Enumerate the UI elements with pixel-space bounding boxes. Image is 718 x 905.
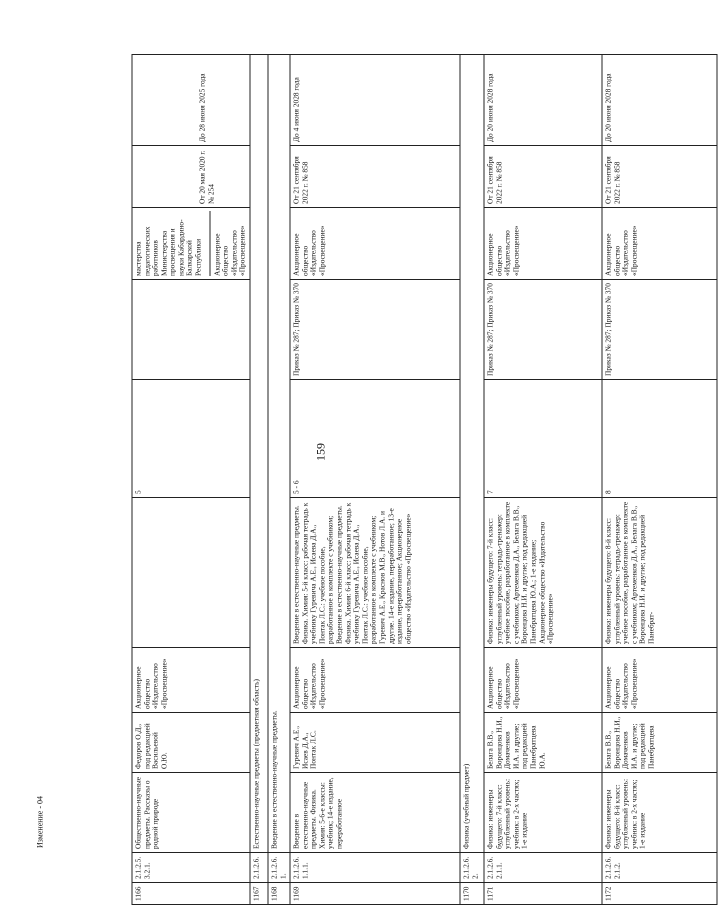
row-authors: Белага В.В., Воронцова Н.И., Домаченков И.А. и другие; под редакцией Панебратцева Ю.А. (484, 713, 602, 773)
row-code: 2.1.2.6.1. (268, 853, 290, 883)
row-publisher: Акционерное общество «Издательство «Просвещение» (290, 648, 460, 713)
row-code: 2.1.2.6. (250, 853, 268, 883)
row-number: 1170 (460, 883, 484, 905)
row-number: 1167 (250, 883, 268, 905)
footer-note: Изменение - 04 (35, 795, 45, 849)
table-row (484, 55, 602, 905)
row-publisher: Акционерное общество «Издательство «Просвещение» (132, 648, 250, 713)
row-number: 1169 (290, 883, 460, 905)
row-number: 1166 (132, 883, 250, 905)
org-publisher: Акционерное общество «Издательство «Просвещение» (209, 211, 247, 276)
row-code: 2.1.2.5.3.2.1. (132, 853, 250, 883)
row-authors: Федоров О.Д., под редакцией Васильевой О.Ю. (132, 713, 250, 773)
table-row (250, 55, 268, 905)
row-grades: 8 (602, 380, 717, 498)
table-row (602, 55, 717, 905)
row-until: До 4 июня 2028 года (290, 55, 460, 146)
row-code: 2.1.2.6.2.1.2. (602, 853, 717, 883)
row-inclusion: От 21 сентября 2022 г. № 858 (484, 146, 602, 208)
row-order (132, 280, 250, 380)
row-until: До 20 июня 2028 года (484, 55, 602, 146)
row-inclusion: От 21 сентября 2022 г. № 858 (602, 146, 717, 208)
row-grades: 7 (484, 380, 602, 498)
row-organization: Акционерное общество «Издательство «Просвещение» (602, 208, 717, 280)
row-number: 1168 (268, 883, 290, 905)
row-organization (132, 208, 250, 280)
row-title: Физика: инженеры будущего: 8-й класс: углубленный уровень: учебник: в 2-х частях; 1-е издание (602, 773, 717, 853)
until-date: До 28 июня 2025 года (197, 73, 207, 142)
row-grades: 5 - 6 (290, 380, 460, 498)
table-row (268, 55, 290, 905)
section-title: Естественно-научные предметы (предметная область) (250, 55, 268, 853)
row-order: Приказ № 287; Приказ № 370 (602, 280, 717, 380)
textbook-table (132, 54, 718, 905)
row-authors: Гуревич А.Е., Исаев Д.А., Понтак Л.С. (290, 713, 460, 773)
row-publisher: Акционерное общество «Издательство «Просвещение» (602, 648, 717, 713)
table-row (132, 55, 250, 905)
row-order: Приказ № 287; Приказ № 370 (484, 280, 602, 380)
row-publisher: Акционерное общество «Издательство «Просвещение» (484, 648, 602, 713)
row-inclusion (132, 146, 250, 208)
row-components: Введение в естественно-научные предметы. Физика. Химия: 5-й класс: рабочая тетрадь к учебнику Гуревича А.Е., Исаева Д.А., Понтак Л.С.: учебное пособие, разработанное в комплекте с учебником; Введение в естественно-научные предметы. Физика. Химия: 6-й класс: рабочая тетрадь к учебнику Гуревича А.Е., Исаева Д.А., Понтак Л.С.: учебное пособие, разработанное в комплекте с учебником; Гуревич А.Е., Краснов М.В., Нотов Л.А. и другие. 14-е издание, переработанное; 13-е издание, переработанное; Акционерное общество «Издательство «Просвещение» (290, 498, 460, 648)
row-title: Физика: инженеры будущего: 7-й класс: углубленный уровень: учебник: в 2-х частях; 1-е издание (484, 773, 602, 853)
row-inclusion: От 21 сентября 2022 г. № 858 (290, 146, 460, 208)
row-components: Физика: инженеры будущего: 7-й класс: углубленный уровень: тетрадь-тренажер: учебное пособие, разработанное в комплекте с учебником; Артеменков Д.А., Белага В.В., Воронцова Н.И. и другие; под редакцией Панебратцева Ю.А.; 1-е издание; Акционерное общество «Издательство «Просвещение» (484, 498, 602, 648)
row-organization: Акционерное общество «Издательство «Просвещение» (484, 208, 602, 280)
row-organization: Акционерное общество «Издательство «Просвещение» (290, 208, 460, 280)
row-title: Введение в естественно-научные предметы. Физика. Химия: 5-6-е классы: учебник; 14-е издание, переработанное (290, 773, 460, 853)
row-order: Приказ № 287; Приказ № 370 (290, 280, 460, 380)
table-row (460, 55, 484, 905)
row-authors: Белага В.В., Воронцова Н.И., Домаченков И.А. и другие; под редакцией Панебратцева (602, 713, 717, 773)
rotated-table-wrapper (132, 55, 717, 905)
row-components (132, 498, 250, 648)
table-row (290, 55, 460, 905)
row-title: Общественно-научные предметы. Рассказы о родной природе (132, 773, 250, 853)
section-title: Физика (учебный предмет) (460, 55, 484, 853)
row-grades: 5 (132, 380, 250, 498)
inclusion-date: От 20 мая 2020 г. № 254 (197, 150, 216, 204)
row-code: 2.1.2.6.2.1.1. (484, 853, 602, 883)
row-number: 1172 (602, 883, 717, 905)
row-code: 2.1.2.6.1.1.1. (290, 853, 460, 883)
section-title: Введение в естественно-научные предметы. (268, 55, 290, 853)
row-components: Физика: инженеры будущего: 8-й класс: углубленный уровень: тетрадь-тренажер: учебное пособие, разработанное в комплекте с учебником; Артеменков Д.А., Белага В.В., Воронцова Н.И. и другие; под редакцией Панебрат- (602, 498, 717, 648)
org-continuation: мастерства педагогических работников Министерства просвещения и науки Кабардино-Балкарской Республики (133, 219, 203, 276)
row-until: До 20 июня 2028 года (602, 55, 717, 146)
row-code: 2.1.2.6.2. (460, 853, 484, 883)
row-until (132, 55, 250, 146)
row-number: 1171 (484, 883, 602, 905)
page-number: 159 (313, 443, 328, 461)
